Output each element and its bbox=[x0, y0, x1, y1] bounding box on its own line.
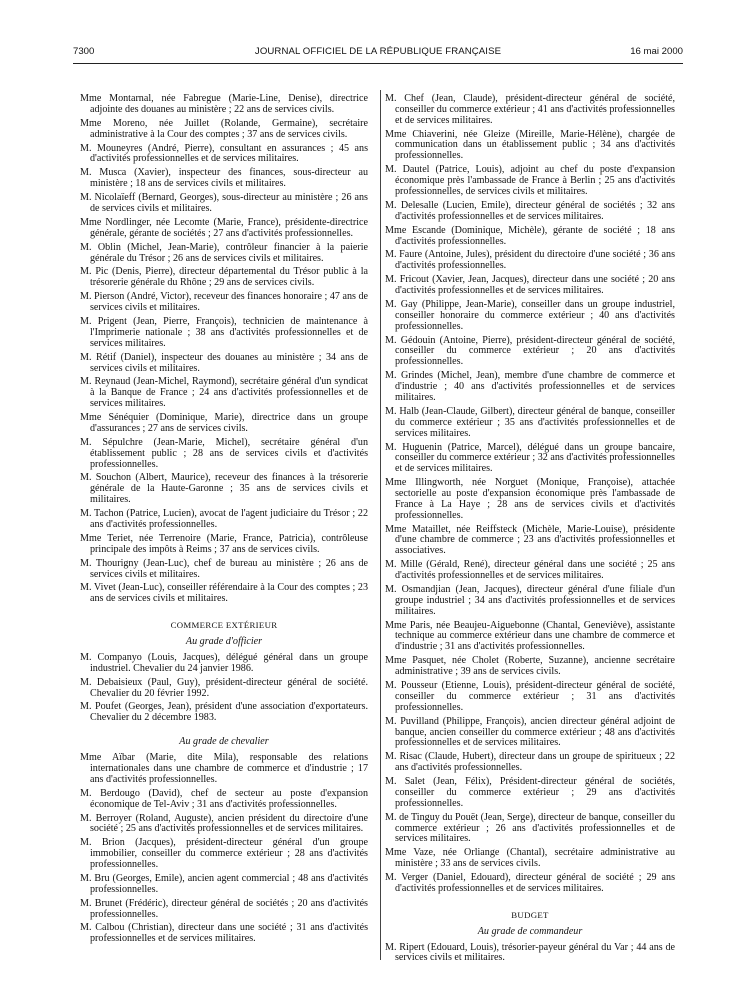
journal-title: JOURNAL OFFICIEL DE LA RÉPUBLIQUE FRANÇAISE bbox=[254, 46, 502, 57]
list-item: M. Reynaud (Jean-Michel, Raymond), secrétaire général d'un syndicat à la Banque de France ; 24 ans d'activités professionnelles et de services militaires. bbox=[80, 376, 368, 410]
list-item: M. Pousseur (Etienne, Louis), président-directeur général de société, conseiller du commerce extérieur ; 31 ans d'activités professionnelles. bbox=[385, 680, 675, 713]
list-item: M. Poufet (Georges, Jean), président d'une association d'exportateurs. Chevalier du 2 décembre 1983. bbox=[80, 701, 368, 724]
list-item: M. Thourigny (Jean-Luc), chef de bureau au ministère ; 26 ans de services civils et militaires. bbox=[80, 557, 368, 580]
list-item: M. Mouneyres (André, Pierre), consultant en assurances ; 45 ans d'activités professionnelles et de services militaires. bbox=[80, 142, 368, 165]
list-item: M. Gédouin (Antoine, Pierre), président-directeur général de société, conseiller du commerce extérieur ; 20 ans d'activités professionnelles. bbox=[385, 334, 675, 368]
list-item: M. Gay (Philippe, Jean-Marie), conseiller dans un groupe industriel, conseiller honoraire du commerce extérieur ; 40 ans d'activités professionnelles. bbox=[385, 299, 675, 332]
list-item: M. Brion (Jacques), président-directeur général d'un groupe immobilier, conseiller du commerce extérieur ; 28 ans d'activités professionnelles. bbox=[80, 837, 368, 870]
section-title-budget: BUDGET bbox=[511, 909, 549, 920]
list-item: Mme Sénéquier (Dominique, Marie), directrice dans un groupe d'assurances ; 27 ans de services civils. bbox=[80, 412, 368, 434]
chevalier-entries bbox=[80, 753, 368, 945]
list-item: Mme Vaze, née Orliange (Chantal), secrétaire administrative au ministère ; 33 ans de services civils. bbox=[385, 847, 675, 870]
list-item: M. Souchon (Albert, Maurice), receveur des finances à la trésorerie générale de la Haute-Garonne ; 35 ans de services civils et militaires. bbox=[80, 472, 368, 506]
list-item: M. Sépulchre (Jean-Marie, Michel), secrétaire général d'un établissement public ; 28 ans de services civils et d'activités professionnelles. bbox=[80, 436, 368, 470]
list-item: Mme Moreno, née Juillet (Rolande, Germaine), secrétaire administrative à la Cour des comptes ; 37 ans de services civils. bbox=[80, 117, 368, 140]
right-column bbox=[385, 94, 675, 967]
list-item: Mme Teriet, née Terrenoire (Marie, France, Patricia), contrôleuse principale des impôts à Reims ; 37 ans de services civils. bbox=[80, 532, 368, 555]
list-item: M. Fricout (Xavier, Jean, Jacques), directeur dans une société ; 20 ans d'activités professionnelles et de services militaires. bbox=[385, 274, 675, 297]
left-column bbox=[80, 94, 368, 948]
list-item: M. Vivet (Jean-Luc), conseiller référendaire à la Cour des comptes ; 23 ans de services civils et militaires. bbox=[80, 582, 368, 605]
column-divider bbox=[380, 90, 381, 960]
list-item: M. Dautel (Patrice, Louis), adjoint au chef du poste d'expansion économique près l'ambassade de France à Berlin ; 25 ans d'activités professionnelles, de services civils et militaires. bbox=[385, 164, 675, 197]
list-item: M. Risac (Claude, Hubert), directeur dans un groupe de spiritueux ; 22 ans d'activités professionnelles. bbox=[385, 751, 675, 774]
left-entries bbox=[80, 94, 368, 605]
list-item: M. Huguenin (Patrice, Marcel), délégué dans un groupe bancaire, conseiller du commerce extérieur ; 32 ans d'activités professionnelles et de services militaires. bbox=[385, 441, 675, 475]
page-header bbox=[73, 46, 683, 64]
page-number: 7300 bbox=[73, 46, 95, 57]
list-item: M. Osmandjian (Jean, Jacques), directeur général d'une filiale d'un groupe industriel ; 34 ans d'activités professionnelles et de services militaires. bbox=[385, 584, 675, 617]
list-item: Mme Mataillet, née Reiffsteck (Michèle, Marie-Louise), présidente d'une chambre de commerce ; 23 ans d'activités professionnelles et associatives. bbox=[385, 523, 675, 557]
header-rule bbox=[73, 63, 683, 64]
right-entries bbox=[385, 94, 675, 895]
list-item: M. Calbou (Christian), directeur dans une société ; 31 ans d'activités professionnelles et de services militaires. bbox=[80, 922, 368, 945]
list-item: Mme Montarnal, née Fabregue (Marie-Line, Denise), directrice adjointe des douanes au ministère ; 22 ans de services civils. bbox=[80, 93, 368, 115]
list-item: M. Chef (Jean, Claude), président-directeur général de société, conseiller du commerce extérieur ; 41 ans d'activités professionnelles et de services militaires. bbox=[385, 93, 675, 126]
grade-officier-heading: Au grade d'officier bbox=[185, 636, 263, 648]
list-item: M. Prigent (Jean, Pierre, François), technicien de maintenance à l'Imprimerie nationale ; 38 ans d'activités professionnelles et de services militaires. bbox=[80, 316, 368, 349]
list-item: M. Salet (Jean, Félix), Président-directeur général de sociétés, conseiller du commerce extérieur ; 29 ans d'activités professionnelles. bbox=[385, 776, 675, 809]
publication-date: 16 mai 2000 bbox=[630, 46, 683, 57]
list-item: Mme Illingworth, née Norguet (Monique, Françoise), attachée sectorielle au poste d'expansion économique près l'ambassade de France à La Haye ; 28 ans de services civils et d'activités professionnelles. bbox=[385, 477, 675, 521]
list-item: M. Grindes (Michel, Jean), membre d'une chambre de commerce et d'industrie ; 40 ans d'activités professionnelles et de services militaires. bbox=[385, 370, 675, 403]
list-item: M. Brunet (Frédéric), directeur général de sociétés ; 20 ans d'activités professionnelles. bbox=[80, 897, 368, 920]
list-item: Mme Paris, née Beaujeu-Aiguebonne (Chantal, Geneviève), assistante technique au commerce extérieur dans une chambre de commerce et d'industrie ; 31 ans d'activités professionnelles. bbox=[385, 619, 675, 653]
list-item: M. Faure (Antoine, Jules), président du directoire d'une société ; 36 ans d'activités professionnelles. bbox=[385, 249, 675, 272]
list-item: M. Berdougo (David), chef de secteur au poste d'expansion économique de Tel-Aviv ; 31 ans d'activités professionnelles. bbox=[80, 787, 368, 810]
list-item: M. Oblin (Michel, Jean-Marie), contrôleur financier à la paierie générale du Trésor ; 26 ans de services civils et militaires. bbox=[80, 241, 368, 264]
list-item: Mme Pasquet, née Cholet (Roberte, Suzanne), ancienne secrétaire administrative ; 39 ans de services civils. bbox=[385, 655, 675, 678]
list-item: M. Pic (Denis, Pierre), directeur départemental du Trésor public à la trésorerie générale du Rhône ; 29 ans de services civils. bbox=[80, 266, 368, 289]
list-item: M. Halb (Jean-Claude, Gilbert), directeur général de banque, conseiller du commerce extérieur ; 35 ans d'activités professionnelles et de services militaires. bbox=[385, 405, 675, 439]
list-item: M. Mille (Gérald, René), directeur général dans une société ; 25 ans d'activités professionnelles et de services militaires. bbox=[385, 559, 675, 582]
grade-chevalier-heading: Au grade de chevalier bbox=[179, 736, 269, 748]
list-item: M. Debaisieux (Paul, Guy), président-directeur général de société. Chevalier du 20 février 1992. bbox=[80, 676, 368, 699]
officier-entries bbox=[80, 653, 368, 724]
list-item: M. Rétif (Daniel), inspecteur des douanes au ministère ; 34 ans de services civils et militaires. bbox=[80, 351, 368, 374]
list-item: M. Berroyer (Roland, Auguste), ancien président du directoire d'une société ; 25 ans d'activités professionnelles et de services militaires. bbox=[80, 812, 368, 835]
list-item: M. Delesalle (Lucien, Emile), directeur général de sociétés ; 32 ans d'activités professionnelles et de services militaires. bbox=[385, 199, 675, 222]
list-item: M. Ripert (Edouard, Louis), trésorier-payeur général du Var ; 44 ans de services civils et militaires. bbox=[385, 941, 675, 964]
list-item: M. Nicolaïeff (Bernard, Georges), sous-directeur au ministère ; 26 ans de services civils et militaires. bbox=[80, 192, 368, 214]
grade-commandeur-heading: Au grade de commandeur bbox=[477, 925, 583, 937]
list-item: M. Verger (Daniel, Edouard), directeur général de société ; 29 ans d'activités professionnelles et de services militaires. bbox=[385, 872, 675, 894]
list-item: M. Companyo (Louis, Jacques), délégué général dans un groupe industriel. Chevalier du 24 janvier 1986. bbox=[80, 651, 368, 674]
list-item: Mme Nordlinger, née Lecomte (Marie, France), présidente-directrice générale, gérante de sociétés ; 27 ans d'activités professionnelles. bbox=[80, 216, 368, 239]
list-item: M. Bru (Georges, Emile), ancien agent commercial ; 48 ans d'activités professionnelles. bbox=[80, 872, 368, 895]
list-item: Mme Escande (Dominique, Michèle), gérante de société ; 18 ans d'activités professionnelles. bbox=[385, 224, 675, 247]
list-item: M. Pierson (André, Victor), receveur des finances honoraire ; 47 ans de services civils et militaires. bbox=[80, 291, 368, 314]
list-item: Mme Aïbar (Marie, dite Mila), responsable des relations internationales dans une chambre de commerce et d'industrie ; 17 ans d'activités professionnelles. bbox=[80, 752, 368, 785]
list-item: Mme Chiaverini, née Gleize (Mireille, Marie-Hélène), chargée de communication dans un établissement public ; 34 ans d'activités professionnelles. bbox=[385, 128, 675, 162]
list-item: M. Puvilland (Philippe, François), ancien directeur général adjoint de banque, ancien conseiller du commerce extérieur ; 48 ans d'activités professionnelles et de services militaires. bbox=[385, 715, 675, 749]
list-item: M. Tachon (Patrice, Lucien), avocat de l'agent judiciaire du Trésor ; 22 ans d'activités professionnelles. bbox=[80, 508, 368, 530]
list-item: M. de Tinguy du Pouët (Jean, Serge), directeur de banque, conseiller du commerce extérieur ; 26 ans d'activités professionnelles et de services militaires. bbox=[385, 811, 675, 845]
commandeur-entries bbox=[385, 943, 675, 965]
section-title-commerce: COMMERCE EXTÉRIEUR bbox=[170, 620, 278, 631]
list-item: M. Musca (Xavier), inspecteur des finances, sous-directeur au ministère ; 18 ans de services civils et militaires. bbox=[80, 167, 368, 190]
